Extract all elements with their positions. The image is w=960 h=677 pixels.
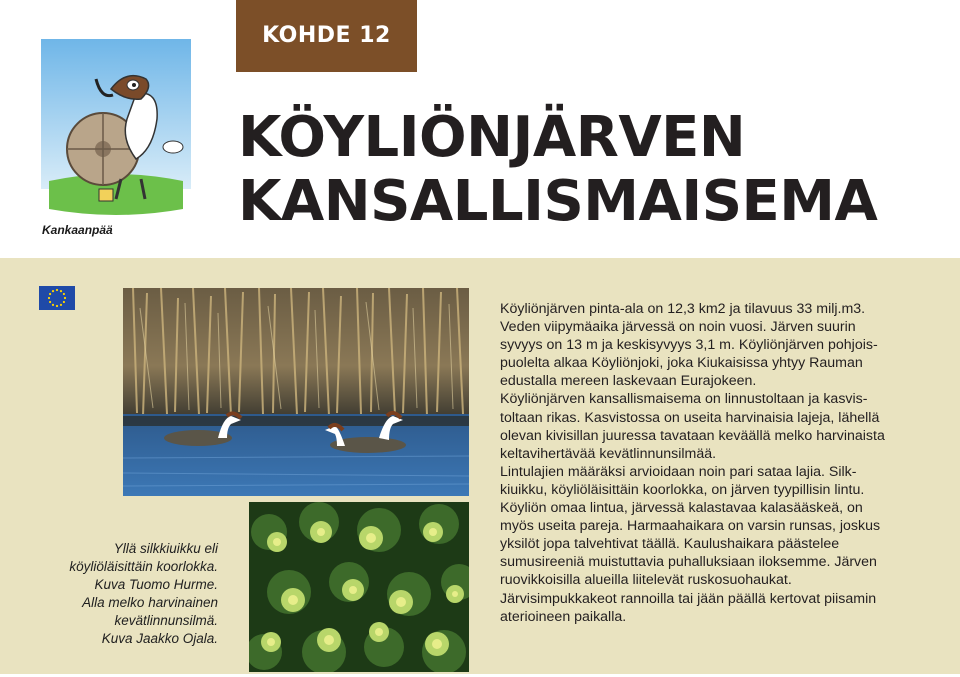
flower-photo [249,502,469,672]
body-line: toltaan rikas. Kasvistossa on useita harvinaisia lajeja, lähellä [500,409,880,426]
bird-with-wheel-emblem-icon [41,39,191,244]
caption-line: kevätlinnunsilmä. [114,613,218,628]
title-line-1: KÖYLIÖNJÄRVEN [238,105,746,170]
photo-caption [18,540,218,648]
body-line: ruovikkoisilla alueilla liitelevät ruskosuohaukat. [500,572,792,589]
body-line: kiuikku, köyliöläisittäin koorlokka, on järven tyypillisin lintu. [500,481,865,498]
body-line: keltavihertävää kevätlinnunsilmää. [500,445,717,462]
caption-line: Kuva Jaakko Ojala. [101,631,218,646]
eu-flag-icon [39,286,75,310]
body-line: Köyliön omaa lintua, järvessä kalastavaa kalasääskeä, on [500,500,863,517]
kohde-label: KOHDE 12 [236,0,417,72]
page-title [238,106,938,234]
kankaanpaa-logo [41,39,191,244]
caption-line: Yllä silkkiuikku eli [113,541,218,556]
body-line: Järvisimpukkakeot rannoilla tai jään päällä kertovat piisamin [500,590,877,607]
caption-line: Alla melko harvinainen [82,595,218,610]
body-line: Köyliönjärven kansallismaisema on linnustoltaan ja kasvis- [500,391,868,408]
body-line: puolelta alkaa Köyliönjoki, joka Kiukaisissa yhtyy Rauman [500,355,863,372]
body-line: Lintulajien määräksi arvioidaan noin pari sataa lajia. Silk- [500,463,857,480]
logo-caption: Kankaanpää [42,223,113,237]
body-line: Veden viipymäaika järvessä on noin vuosi. Järven suurin [500,319,856,336]
title-line-2: KANSALLISMAISEMA [238,169,878,234]
body-line: myös useita pareja. Harmaahaikara on varsin runsas, joskus [500,518,881,535]
body-line: Köyliönjärven pinta-ala on 12,3 km2 ja tilavuus 33 milj.m3. [500,301,866,317]
body-line: sumusireeniä muistuttavia puhalluksiaan iloksemme. Järven [500,554,877,571]
body-line: syvyys on 13 m ja keskisyvyys 3,1 m. Köyliönjärven pohjois- [500,337,878,354]
body-line: edustalla mereen laskevaan Eurajokeen. [500,373,757,390]
caption-line: köyliöläisittäin koorlokka. [69,559,218,574]
body-line: olevan kivisillan juuressa tavataan keväällä melko harvinaista [500,427,885,444]
grebes-photo [123,288,469,496]
body-text [500,300,920,626]
body-line: aterioineen paikalla. [500,608,627,625]
caption-line: Kuva Tuomo Hurme. [94,577,218,592]
body-line: yksilöt jopa talvehtivat täällä. Kaulushaikara päästelee [500,536,840,553]
